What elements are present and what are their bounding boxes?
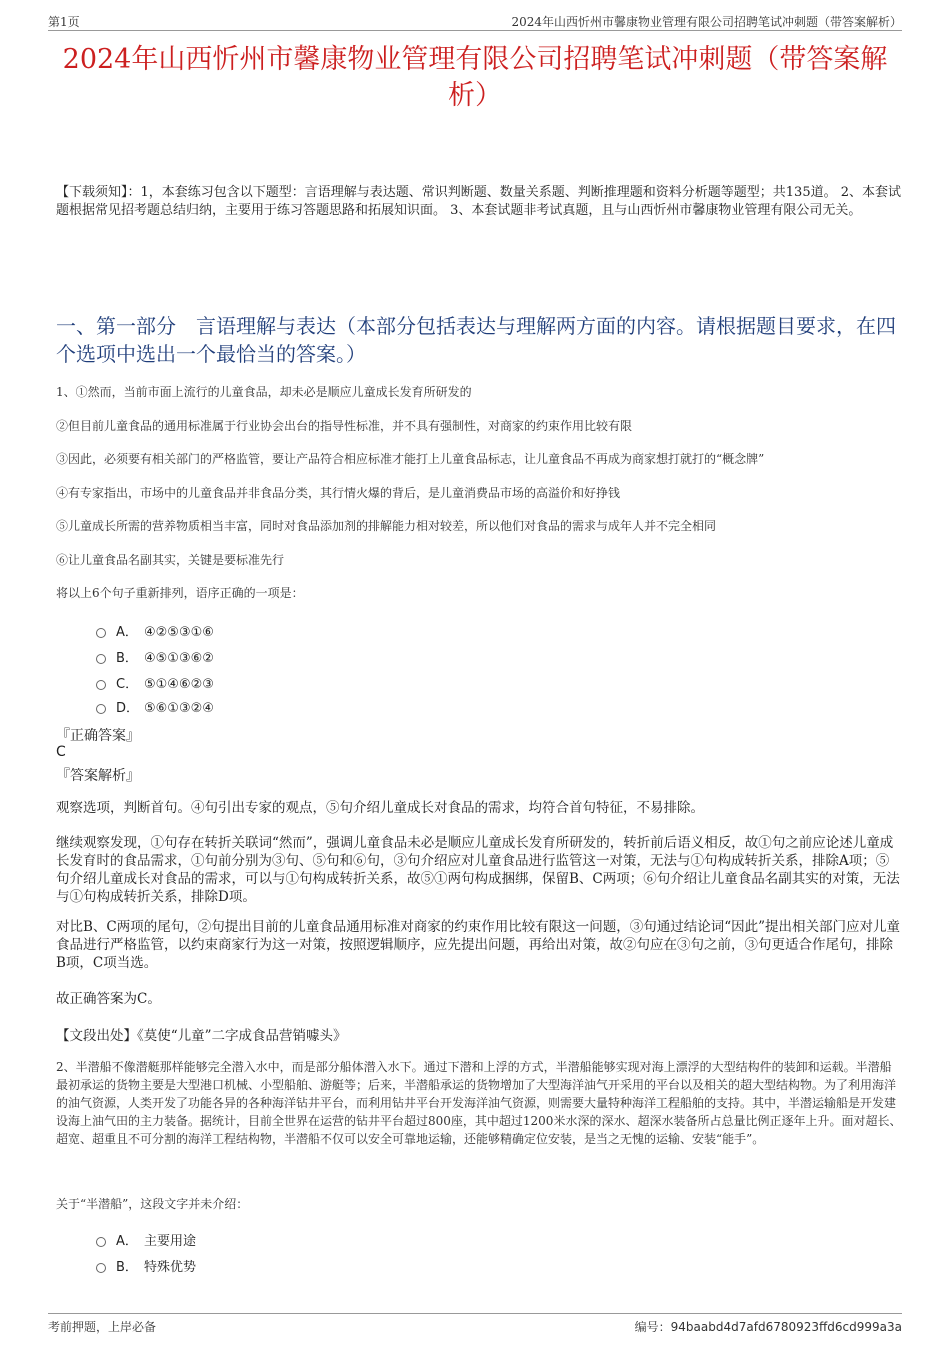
page-footer [48,1313,902,1334]
q1-sentence-2: ②但目前儿童食品的通用标准属于行业协会出台的指导性标准，并不具有强制性，对商家的约束作用比较有限 [56,419,633,433]
analysis-paragraph-1: 观察选项，判断首句。④句引出专家的观点，⑤句介绍儿童成长对食品的需求，均符合首句特征，不易排除。 [56,800,704,816]
radio-icon[interactable] [96,680,106,690]
radio-icon[interactable] [96,628,106,638]
q1-option-c[interactable]: C． ⑤①④⑥②③ [96,673,214,692]
passage-source: 【文段出处】《莫使“儿童”二字成食品营销噱头》 [56,1028,347,1044]
q2-option-a[interactable]: A． 主要用途 [96,1230,196,1249]
radio-icon[interactable] [96,704,106,714]
answer-label: 『正确答案』 [56,728,140,744]
q1-option-b[interactable]: B． ④⑤①③⑥② [96,647,214,666]
q1-option-a[interactable]: A． ④②⑤③①⑥ [96,621,214,640]
analysis-conclusion: 故正确答案为C。 [56,991,161,1007]
answer-value: C [56,744,66,760]
radio-icon[interactable] [96,1237,106,1247]
radio-icon[interactable] [96,1263,106,1273]
q1-sentence-1: 1、①然而，当前市面上流行的儿童食品，却未必是顺应儿童成长发育所研发的 [56,385,472,399]
footer-slogan: 考前押题，上岸必备 [48,1320,157,1334]
download-notice: 【下载须知】：1，本套练习包含以下题型：言语理解与表达题、常识判断题、数量关系题、判断推理题和资料分析题等题型；共135道。 2、本套试题根据常见招考题总结归纳，主要用于练习答题思路和拓展知识面。 3、本套试题非考试真题，且与山西忻州市馨康物业管理有限公司无关。 [56,185,901,218]
q1-sentence-3: ③因此，必须要有相关部门的严格监管，要让产品符合相应标准才能打上儿童食品标志，让儿童食品不再成为商家想打就打的“概念牌” [56,452,765,466]
footer-code: 编号：94baabd4d7afd6780923ffd6cd999a3a [634,1320,902,1334]
q1-sentence-4: ④有专家指出，市场中的儿童食品并非食品分类，其行情火爆的背后，是儿童消费品市场的高溢价和好挣钱 [56,486,621,500]
q2-option-b[interactable]: B． 特殊优势 [96,1256,196,1275]
q2-passage: 2、半潜船不像潜艇那样能够完全潜入水中，而是部分船体潜入水下。通过下潜和上浮的方式，半潜船能够实现对海上漂浮的大型结构件的装卸和运载。半潜船最初承运的货物主要是大型港口机械、小型船舶、游艇等；后来，半潜船承运的货物增加了大型海洋油气开采用的平台以及相关的超大型结构物。为了利用海洋的油气资源，人类开发了功能各异的各种海洋钻井平台，而利用钻井平台开发海洋油气资源，则需要大量特种海洋工程船舶的支持。其中，半潜运输船是开发建设海上油气田的主力装备。据统计，目前全世界在运营的钻井平台超过800座，其中超过1200米水深的深水、超深水装备所占总量比例正逐年上升。面对超长、超宽、超重且不可分割的海洋工程结构物，半潜船不仅可以安全可靠地运输，还能够精确定位安装，是当之无愧的运输、安装“能手”。 [56,1060,902,1146]
q1-sentence-5: ⑤儿童成长所需的营养物质相当丰富，同时对食品添加剂的排解能力相对较差，所以他们对食品的需求与成年人并不完全相同 [56,519,717,533]
q1-prompt: 将以上6个句子重新排列，语序正确的一项是： [56,586,304,600]
analysis-paragraph-3: 对比B、C两项的尾句，②句提出目前的儿童食品通用标准对商家的约束作用比较有限这一问题，③句通过结论词“因此”提出相关部门应对儿童食品进行严格监管，以约束商家行为这一对策，按照逻辑顺序，应先提出问题，再给出对策，故②句应在③句之前，③句更适合作尾句，排除B项，C项当选。 [56,919,901,971]
page-header [48,10,902,31]
q1-option-d[interactable]: D． ⑤⑥①③②④ [96,697,214,716]
page-number: 第1页 [48,15,80,29]
page-title: 2024年山西忻州市馨康物业管理有限公司招聘笔试冲刺题（带答案解析） [62,44,888,111]
analysis-paragraph-2: 继续观察发现，①句存在转折关联词“然而”，强调儿童食品未必是顺应儿童成长发育所研发的，转折前后语义相反，故①句之前应论述儿童成长发育时的食品需求，①句前分别为③句、⑤句和⑥句，③句介绍应对儿童食品进行监管这一对策，无法与①句构成转折关系，排除A项；⑤句介绍儿童成长对食品的需求，可以与①句构成转折关系，故⑤①两句构成捆绑，保留B、C两项；⑥句介绍让儿童食品名副其实的对策，无法与①句构成转折关系，排除D项。 [56,835,900,905]
analysis-label: 『答案解析』 [56,768,140,784]
q1-sentence-6: ⑥让儿童食品名副其实，关键是要标准先行 [56,553,285,567]
q2-prompt: 关于“半潜船”，这段文字并未介绍： [56,1197,249,1211]
section-heading: 一、第一部分 言语理解与表达（本部分包括表达与理解两方面的内容。请根据题目要求，在四个选项中选出一个最恰当的答案。） [56,314,896,366]
radio-icon[interactable] [96,654,106,664]
header-doc-title: 2024年山西忻州市馨康物业管理有限公司招聘笔试冲刺题（带答案解析） [511,15,902,29]
